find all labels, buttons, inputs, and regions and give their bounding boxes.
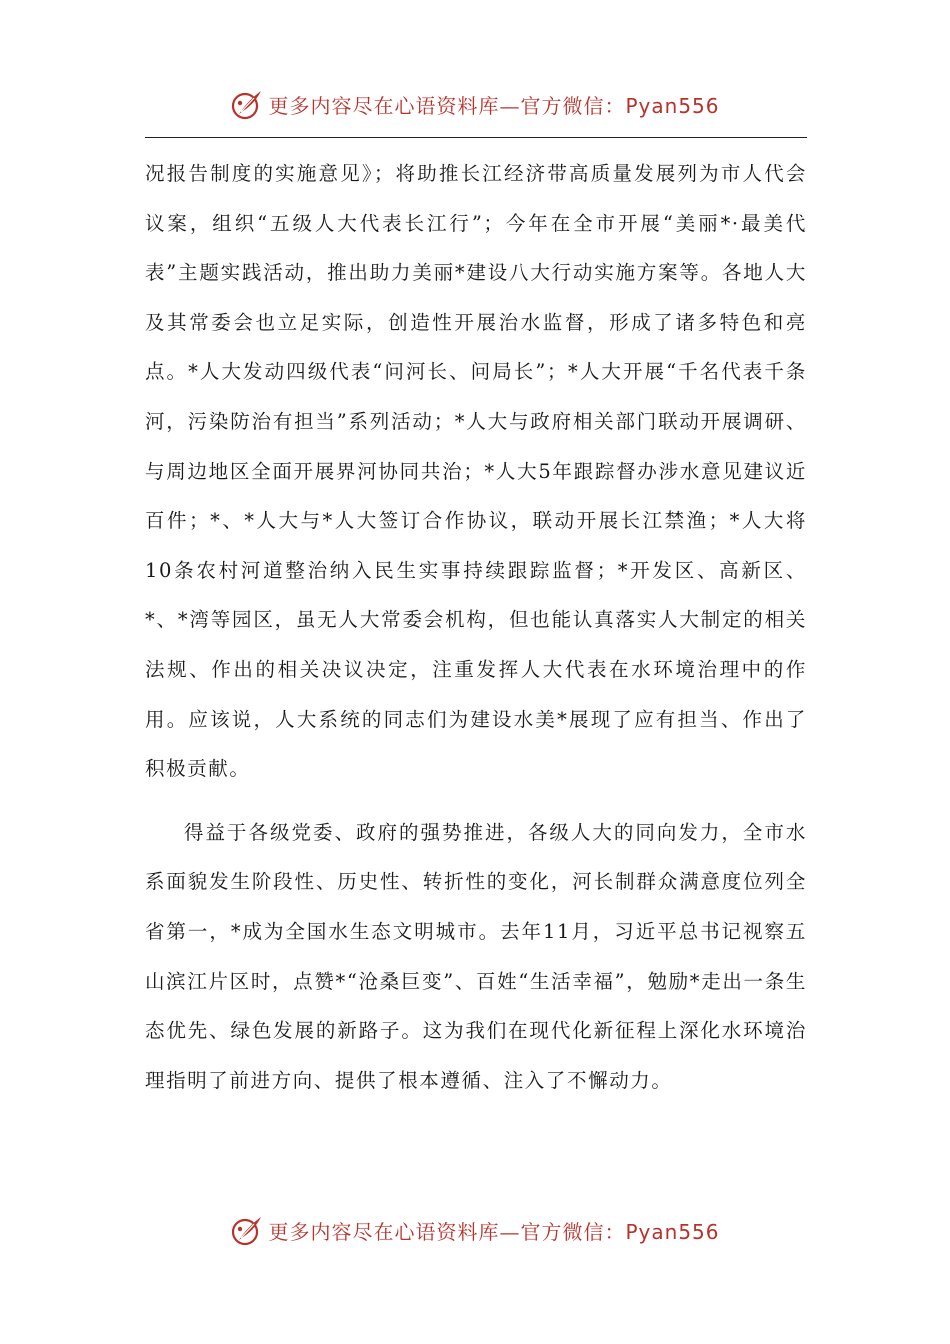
header-wechat-id: Pyan556: [625, 93, 720, 118]
body-paragraph-2: 得益于各级党委、政府的强势推进，各级人大的同向发力，全市水系面貌发生阶段性、历史性、转折性的变化，河长制群众满意度位列全省第一，*成为全国水生态文明城市。去年11月，习近平总书记视察五山滨江片区时，点赞*“沧桑巨变”、百姓“生活幸福”，勉励*走出一条生态优先、绿色发展的新路子。这为我们在现代化新征程上深化水环境治理指明了前进方向、提供了根本遵循、注入了不懈动力。: [145, 820, 807, 1092]
quill-logo-icon: [230, 1213, 264, 1247]
footer-banner: [0, 1208, 950, 1252]
header-banner-text: 更多内容尽在心语资料库—官方微信：Pyan556: [268, 93, 720, 118]
footer-banner-text: 更多内容尽在心语资料库—官方微信：Pyan556: [268, 1219, 720, 1244]
quill-logo-icon: [230, 87, 264, 121]
header-divider: [145, 137, 807, 138]
document-body: [145, 149, 807, 1105]
body-paragraph-1: 况报告制度的实施意见》；将助推长江经济带高质量发展列为市人代会议案，组织“五级人大代表长江行”；今年在全市开展“美丽*·最美代表”主题实践活动，推出助力美丽*建设八大行动实施方案等。各地人大及其常委会也立足实际，创造性开展治水监督，形成了诸多特色和亮点。*人大发动四级代表“问河长、问局长”；*人大开展“千名代表千条河，污染防治有担当”系列活动；*人大与政府相关部门联动开展调研、与周边地区全面开展界河协同共治；*人大5年跟踪督办涉水意见建议近百件；*、*人大与*人大签订合作协议，联动开展长江禁渔；*人大将10条农村河道整治纳入民生实事持续跟踪监督；*开发区、高新区、*、*湾等园区，虽无人大常委会机构，但也能认真落实人大制定的相关法规、作出的相关决议决定，注重发挥人大代表在水环境治理中的作用。应该说，人大系统的同志们为建设水美*展现了应有担当、作出了积极贡献。: [145, 162, 807, 781]
footer-wechat-id: Pyan556: [625, 1219, 720, 1244]
header-banner: [0, 82, 950, 126]
